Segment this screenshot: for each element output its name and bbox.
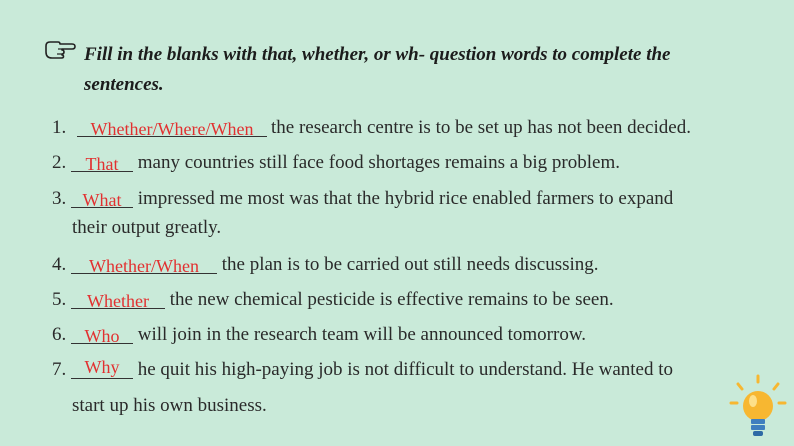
- answer-text: What: [82, 190, 122, 210]
- list-item: [52, 288, 614, 311]
- item-number: 4.: [52, 254, 67, 275]
- list-item: [52, 323, 586, 346]
- answer-blank: [71, 358, 133, 379]
- instruction-text: [84, 40, 774, 100]
- answer-blank: [77, 116, 267, 137]
- sentence-continuation: their output greatly.: [72, 217, 222, 238]
- answer-text: Why: [84, 357, 120, 377]
- lightbulb-icon: [728, 372, 788, 444]
- sentence-text: the new chemical pesticide is effective remains to be seen.: [169, 289, 614, 310]
- item-number: 7.: [52, 359, 67, 380]
- answer-text: Whether: [87, 291, 149, 311]
- answer-blank: [71, 323, 133, 344]
- answer-text: That: [85, 154, 119, 174]
- instruction-line-1: Fill in the blanks with that, whether, or wh- question words to complete the: [84, 44, 671, 65]
- answer-text: Whether/Where/When: [90, 119, 254, 139]
- pointing-hand-icon: [44, 38, 76, 60]
- sentence-text: the research centre is to be set up has not been decided.: [271, 117, 691, 138]
- item-number: 5.: [52, 289, 67, 310]
- sentence-text: he quit his high-paying job is not difficult to understand. He wanted to: [137, 359, 674, 380]
- list-item: [52, 151, 620, 174]
- answer-blank: [71, 151, 133, 172]
- list-item: [52, 187, 673, 210]
- sentence-text: will join in the research team will be announced tomorrow.: [137, 324, 587, 345]
- answer-blank: [71, 253, 217, 274]
- item-number: 2.: [52, 152, 67, 173]
- answer-text: Whether/When: [89, 256, 199, 276]
- sentence-continuation: start up his own business.: [72, 395, 267, 416]
- instruction-line-2: sentences.: [84, 74, 164, 95]
- answer-blank: [71, 187, 133, 208]
- answer-text: Who: [84, 326, 120, 346]
- item-number: 3.: [52, 188, 67, 209]
- list-item: [52, 253, 599, 276]
- item-number: 1.: [52, 117, 67, 138]
- sentence-text: the plan is to be carried out still needs discussing.: [221, 254, 599, 275]
- answer-blank: [71, 288, 165, 309]
- sentence-text: many countries still face food shortages remains a big problem.: [137, 152, 621, 173]
- item-number: 6.: [52, 324, 67, 345]
- sentence-text: impressed me most was that the hybrid rice enabled farmers to expand: [137, 188, 674, 209]
- list-item: [52, 358, 673, 381]
- list-item: [52, 116, 691, 139]
